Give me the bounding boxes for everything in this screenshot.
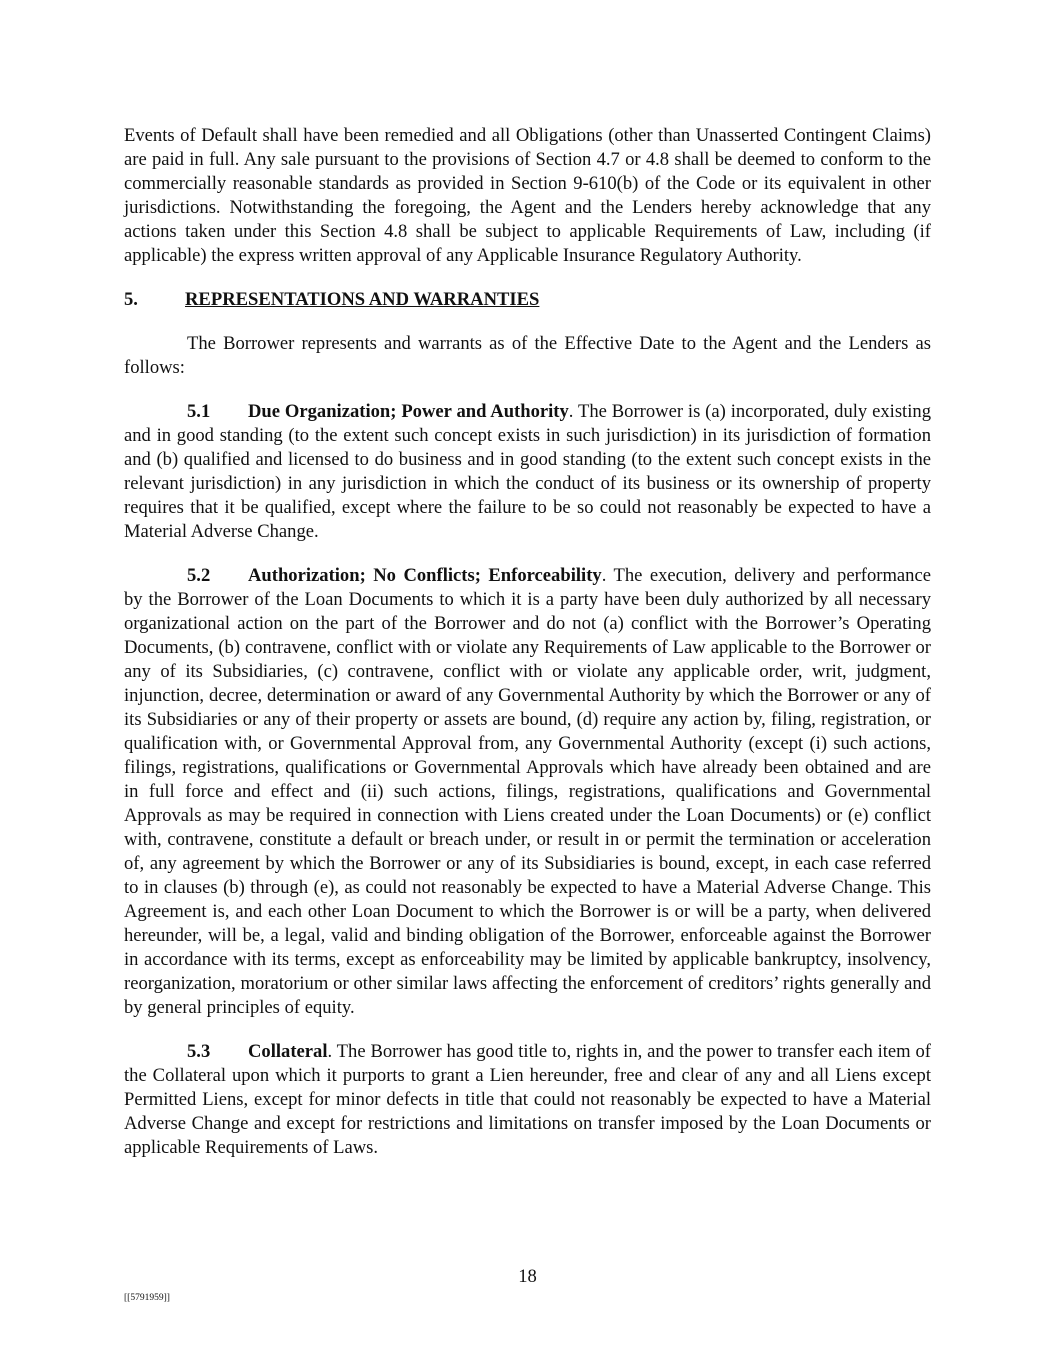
continuation-paragraph: Events of Default shall have been remedied and all Obligations (other than Unasserted Contingent Claims) are paid in full. Any sale pursuant to the provisions of Section 4.7 or 4.8 shall be deemed to conform to the commercially reasonable standards as provided in Section 9-610(b) of the Code or its equivalent in other jurisdictions. Notwithstanding the foregoing, the Agent and the Lenders hereby acknowledge that any actions taken under this Section 4.8 shall be subject to applicable Requirements of Law, including (if applicable) the express written approval of any Applicable Insurance Regulatory Authority. <box>124 125 931 266</box>
section-number: 5.3 <box>187 1041 211 1062</box>
section-title: Collateral <box>248 1041 328 1062</box>
section-title: Due Organization; Power and Authority <box>248 401 569 422</box>
section-number: 5.1 <box>187 401 211 422</box>
page-number: 18 <box>518 1266 537 1287</box>
document-id: [[5791959]] <box>124 1293 170 1303</box>
section-title: Authorization; No Conflicts; Enforceability <box>248 565 602 586</box>
section-5-3 <box>124 1040 931 1160</box>
article-heading <box>124 288 931 312</box>
article-intro: The Borrower represents and warrants as of the Effective Date to the Agent and the Lenders as follows: <box>124 333 931 378</box>
section-body: . The Borrower has good title to, rights in, and the power to transfer each item of the Collateral upon which it purports to grant a Lien hereunder, free and clear of any and all Liens except Permitted Liens, except for minor defects in title that could not reasonably be expected to have a Material Adverse Change and except for restrictions and limitations on transfer imposed by the Loan Documents or applicable Requirements of Laws. <box>124 1041 931 1158</box>
article-number: 5. <box>124 289 138 310</box>
article-title: REPRESENTATIONS AND WARRANTIES <box>185 289 540 310</box>
section-number: 5.2 <box>187 565 211 586</box>
section-body: . The Borrower is (a) incorporated, duly existing and in good standing (to the extent such concept exists in such jurisdiction) in its jurisdiction of formation and (b) qualified and licensed to do business and in good standing (to the extent such concept exists in the relevant jurisdiction) in any jurisdiction in which the conduct of its business or its ownership of property requires that it be qualified, except where the failure to be so could not reasonably be expected to have a Material Adverse Change. <box>124 401 931 542</box>
section-body: . The execution, delivery and performance by the Borrower of the Loan Documents to which it is a party have been duly authorized by all necessary organizational action on the part of the Borrower and do not (a) conflict with the Borrower’s Operating Documents, (b) contravene, conflict with or violate any Requirements of Law applicable to the Borrower or any of its Subsidiaries, (c) contravene, conflict with or violate any applicable order, writ, judgment, injunction, decree, determination or award of any Governmental Authority by which the Borrower or any of its Subsidiaries or any of their property or assets are bound, (d) require any action by, filing, registration, or qualification with, or Governmental Approval from, any Governmental Authority (except (i) such actions, filings, registrations, qualifications or Governmental Approvals which have already been obtained and are in full force and effect and (ii) such actions, filings, registrations, qualifications and Governmental Approvals as may be required in connection with Liens created under the Loan Documents) or (e) conflict with, contravene, constitute a default or breach under, or result in or permit the termination or acceleration of, any agreement by which the Borrower or any of its Subsidiaries is bound, except, in each case referred to in clauses (b) through (e), as could not reasonably be expected to have a Material Adverse Change. This Agreement is, and each other Loan Document to which the Borrower is or will be a party, when delivered hereunder, will be, a legal, valid and binding obligation of the Borrower, enforceable against the Borrower in accordance with its terms, except as enforceability may be limited by applicable bankruptcy, insolvency, reorganization, moratorium or other similar laws affecting the enforcement of creditors’ rights generally and by general principles of equity. <box>124 565 931 1018</box>
section-5-1 <box>124 400 931 544</box>
document-page <box>124 124 931 1160</box>
section-5-2 <box>124 564 931 1020</box>
